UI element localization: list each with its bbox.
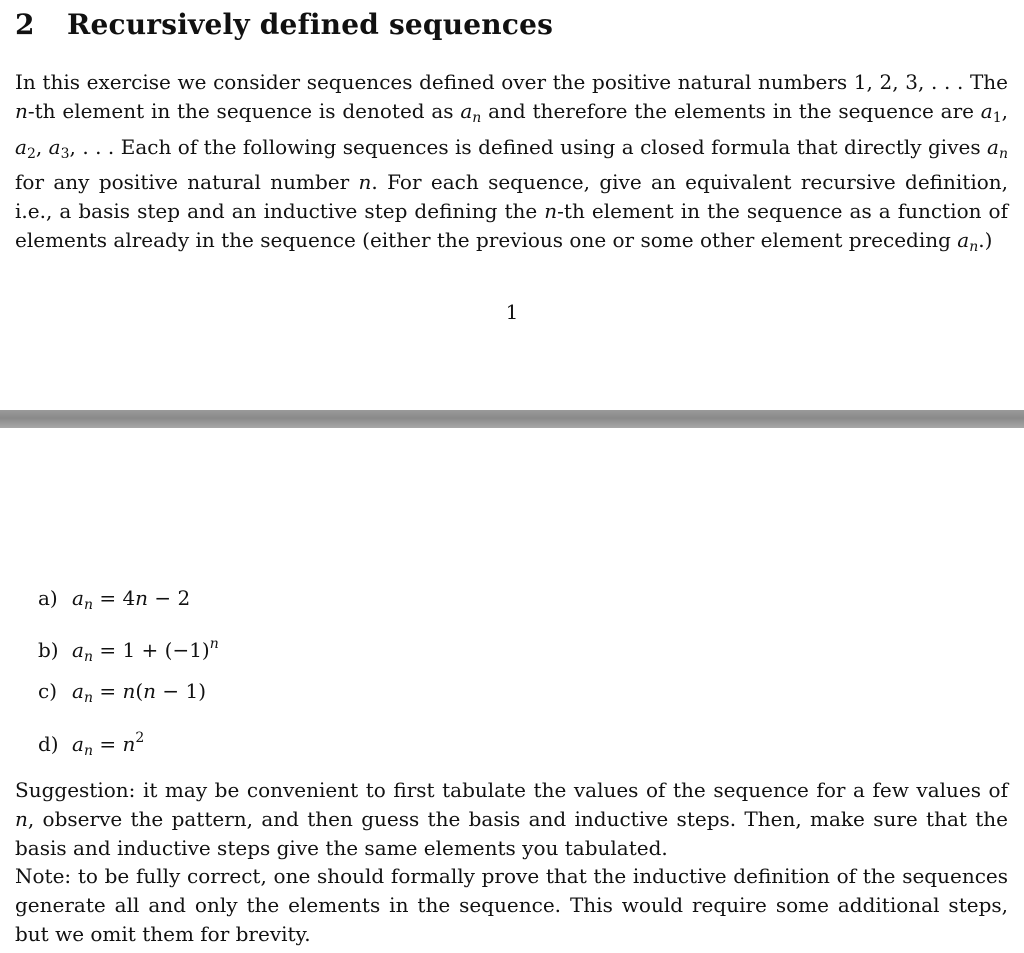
math-a: a [72, 732, 84, 756]
math-ellipsis: , . . . [69, 134, 115, 159]
suggestion-paragraph [15, 776, 1008, 949]
math-a: a [72, 638, 84, 662]
page-divider [0, 410, 1024, 428]
math-expression: ( [135, 679, 144, 703]
math-a: a [72, 586, 84, 610]
math-subscript: n [998, 145, 1009, 162]
math-n: n [135, 586, 149, 610]
intro-text: . For each sequence, give an equivalent recursive definition, i.e., a basis step and an inductive step defining the [15, 170, 1008, 224]
math-a: a [72, 679, 84, 703]
section-number: 2 [15, 8, 35, 41]
math-a: a [15, 134, 27, 159]
math-n: n [544, 199, 558, 224]
problem-item [38, 724, 144, 765]
math-expression: = [92, 679, 123, 703]
math-n: n [122, 679, 136, 703]
math-superscript: 2 [135, 730, 145, 746]
intro-text: Each of the following sequences is defined using a closed formula that directly gives [114, 134, 988, 159]
math-n: n [15, 806, 28, 831]
page-number: 1 [505, 300, 519, 324]
problem-item [38, 584, 190, 619]
section-heading [15, 8, 553, 41]
math-superscript: n [209, 636, 219, 652]
math-subscript: n [83, 597, 93, 613]
math-expression: = [92, 732, 123, 756]
math-subscript: n [969, 238, 979, 255]
note-text: Note: to be fully correct, one should formally prove that the inductive definition of the sequences generate all and only the elements in the sequence. This would require some additional steps, but we omit them for brevity. [15, 864, 1008, 946]
math-n: n [358, 170, 372, 195]
problem-label: b) [38, 638, 59, 662]
section-title: Recursively defined sequences [67, 8, 554, 41]
math-a: a [987, 134, 999, 159]
suggestion-text: , observe the pattern, and then guess the basis and inductive steps. Then, make sure that the basis and inductive steps give the same elements you tabulated. [15, 806, 1008, 860]
intro-text: -th element in the sequence as a function of elements already in the sequence (either the previous one or some other element preceding [15, 199, 1008, 252]
math-separator: , [35, 134, 49, 159]
math-n: n [122, 732, 136, 756]
math-subscript: n [83, 743, 93, 759]
math-subscript: n [83, 649, 93, 665]
problem-item [38, 630, 219, 671]
document-page-2 [0, 428, 1024, 953]
math-subscript: n [472, 109, 482, 126]
math-expression: − 1) [156, 679, 207, 703]
problem-item [38, 677, 206, 712]
intro-text: and therefore the elements in the sequence are [481, 98, 981, 123]
intro-text: for any positive natural number [15, 170, 359, 195]
math-n: n [143, 679, 157, 703]
math-a: a [460, 98, 473, 123]
suggestion-text: Suggestion: it may be convenient to first tabulate the values of the sequence for a few values of [15, 778, 1008, 802]
math-expression: − 2 [148, 586, 191, 610]
problem-label: c) [38, 679, 58, 703]
problem-label: d) [38, 732, 59, 756]
document-page-1 [0, 0, 1024, 410]
math-subscript: 3 [60, 145, 70, 162]
math-expression: = 1 + (−1) [92, 638, 210, 662]
math-expression: = 4 [92, 586, 136, 610]
math-n: n [15, 98, 28, 123]
math-separator: , [1001, 98, 1008, 123]
intro-text: -th element in the sequence is denoted as [27, 98, 461, 123]
problem-label: a) [38, 586, 58, 610]
math-a: a [48, 134, 61, 159]
intro-paragraph [15, 68, 1008, 262]
math-a: a [957, 227, 970, 252]
math-subscript: n [83, 690, 93, 706]
intro-text: .) [978, 227, 993, 252]
math-a: a [980, 98, 993, 123]
math-subscript: 2 [26, 145, 36, 162]
math-subscript: 1 [992, 109, 1002, 126]
intro-text: In this exercise we consider sequences defined over the positive natural numbers 1, 2, 3, . . . The [15, 70, 1008, 94]
